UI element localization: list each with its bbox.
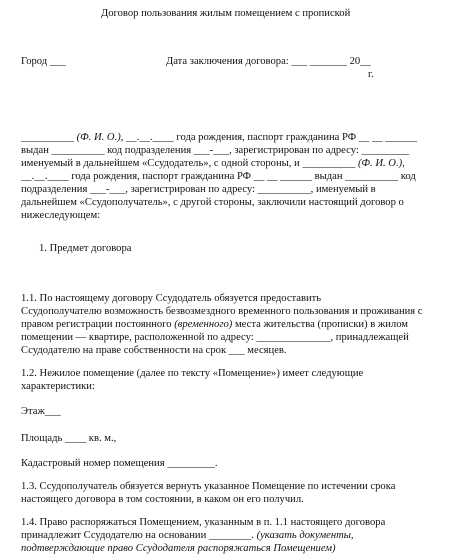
clause-1-2-line-1: 1.2. Нежилое помещение (далее по тексту «Помещение») имеет следующие (21, 368, 364, 379)
parties-line-5: подразделения ___-___, зарегистрирован по адресу: __________, именуемый в (21, 184, 376, 195)
clause-1-1-line-2: Ссудополучателю возможность безвозмездного временного пользования и проживания с (21, 306, 423, 317)
parties-line-7: нижеследующем: (21, 210, 101, 221)
clause-1-4-line-3: подтверждающие право Ссудодателя распоряжаться Помещением) (21, 543, 336, 554)
floor-field: Этаж___ (21, 406, 61, 417)
clause-1-2-line-2: характеристики: (21, 381, 95, 392)
document-title: Договор пользования жилым помещением с пропиской (101, 8, 351, 19)
clause-1-1-line-3: правом регистрации постоянного (временного) места жительства (прописки) в жилом (21, 319, 408, 330)
parties-line-6: дальнейшем «Ссудополучатель», с другой стороны, заключили настоящий договор о (21, 197, 404, 208)
parties-line-3: именуемый в дальнейшем «Ссудодатель», с одной стороны, и __________ (Ф. И. О.), (21, 158, 405, 169)
parties-line-2: выдан __________ код подразделения ___-___, зарегистрирован по адресу: _________ (21, 145, 410, 156)
clause-1-1-line-5: Ссудодателю на праве собственности на срок ___ месяцев. (21, 345, 287, 356)
clause-1-4-line-1: 1.4. Право распоряжаться Помещением, указанным в п. 1.1 настоящего договора (21, 517, 386, 528)
section-heading-subject: 1. Предмет договора (39, 243, 132, 254)
cadastral-number-field: Кадастровый номер помещения _________. (21, 458, 218, 469)
parties-line-4: __.__.____ года рождения, паспорт гражданина РФ __ __ ______ выдан __________ код (21, 171, 416, 182)
clause-1-3-line-1: 1.3. Ссудополучатель обязуется вернуть указанное Помещение по истечении срока (21, 481, 396, 492)
clause-1-4-line-2: принадлежит Ссудодателю на основании ________. (указать документы, (21, 530, 354, 541)
city-field: Город ___ (21, 56, 66, 67)
contract-date-field: Дата заключения договора: ___ _______ 20__ (166, 56, 371, 67)
parties-line-1: __________ (Ф. И. О.), __.__.____ года рождения, паспорт гражданина РФ __ __ ______ (21, 132, 418, 143)
clause-1-1-line-1: 1.1. По настоящему договору Ссудодатель обязуется предоставить (21, 293, 322, 304)
clause-1-3-line-2: настоящего договора в том состоянии, в каком он его получил. (21, 494, 304, 505)
clause-1-1-line-4: помещении — квартире, расположенной по адресу: ______________, принадлежащей (21, 332, 409, 343)
area-field: Площадь ____ кв. м., (21, 433, 117, 444)
year-suffix: г. (368, 69, 374, 80)
